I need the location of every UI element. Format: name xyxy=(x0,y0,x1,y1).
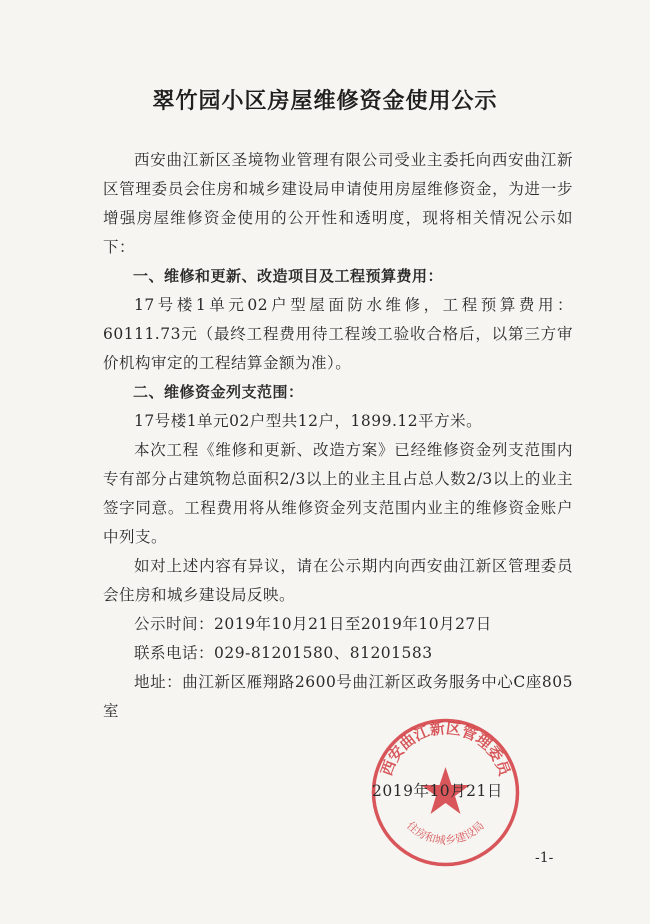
page-number: -1- xyxy=(535,850,554,866)
section2-heading: 二、维修资金列支范围： xyxy=(133,383,304,401)
section2-body-consent: 本次工程《维修和更新、改造方案》已经维修资金列支范围内专有部分占建筑物总面积2/3以上的业主且占总人数2/3以上的业主签字同意。工程费用将从维修资金列支范围内业主的维修资金账户中列支。 xyxy=(103,441,573,546)
section2-body-area: 17号楼1单元02户型共12户，1899.12平方米。 xyxy=(134,412,483,430)
section1-body: 17号楼1单元02户型屋面防水维修，工程预算费用：60111.73元（最终工程费用待工程竣工验收合格后，以第三方审价机构审定的工程结算金额为准）。 xyxy=(103,296,573,372)
svg-text:西安曲江新区管理委员: 西安曲江新区管理委员 xyxy=(377,719,514,779)
signing-date: 2019年10月21日 xyxy=(372,782,503,800)
document-title: 翠竹园小区房屋维修资金使用公示 xyxy=(152,89,498,114)
section1-heading: 一、维修和更新、改造项目及工程预算费用： xyxy=(133,267,444,285)
notice-period: 公示时间：2019年10月21日至2019年10月27日 xyxy=(134,615,492,633)
contact-phone: 联系电话：029-81201580、81201583 xyxy=(134,644,433,662)
intro-paragraph: 西安曲江新区圣境物业管理有限公司受业主委托向西安曲江新区管理委员会住房和城乡建设局申请使用房屋维修资金，为进一步增强房屋维修资金使用的公开性和透明度，现将相关情况公示如下： xyxy=(103,151,573,256)
objection-paragraph: 如对上述内容有异议，请在公示期内向西安曲江新区管理委员会住房和城乡建设局反映。 xyxy=(103,557,573,604)
address: 地址：曲江新区雁翔路2600号曲江新区政务服务中心C座805室 xyxy=(103,673,573,720)
svg-text:住房和城乡建设局: 住房和城乡建设局 xyxy=(404,819,487,848)
